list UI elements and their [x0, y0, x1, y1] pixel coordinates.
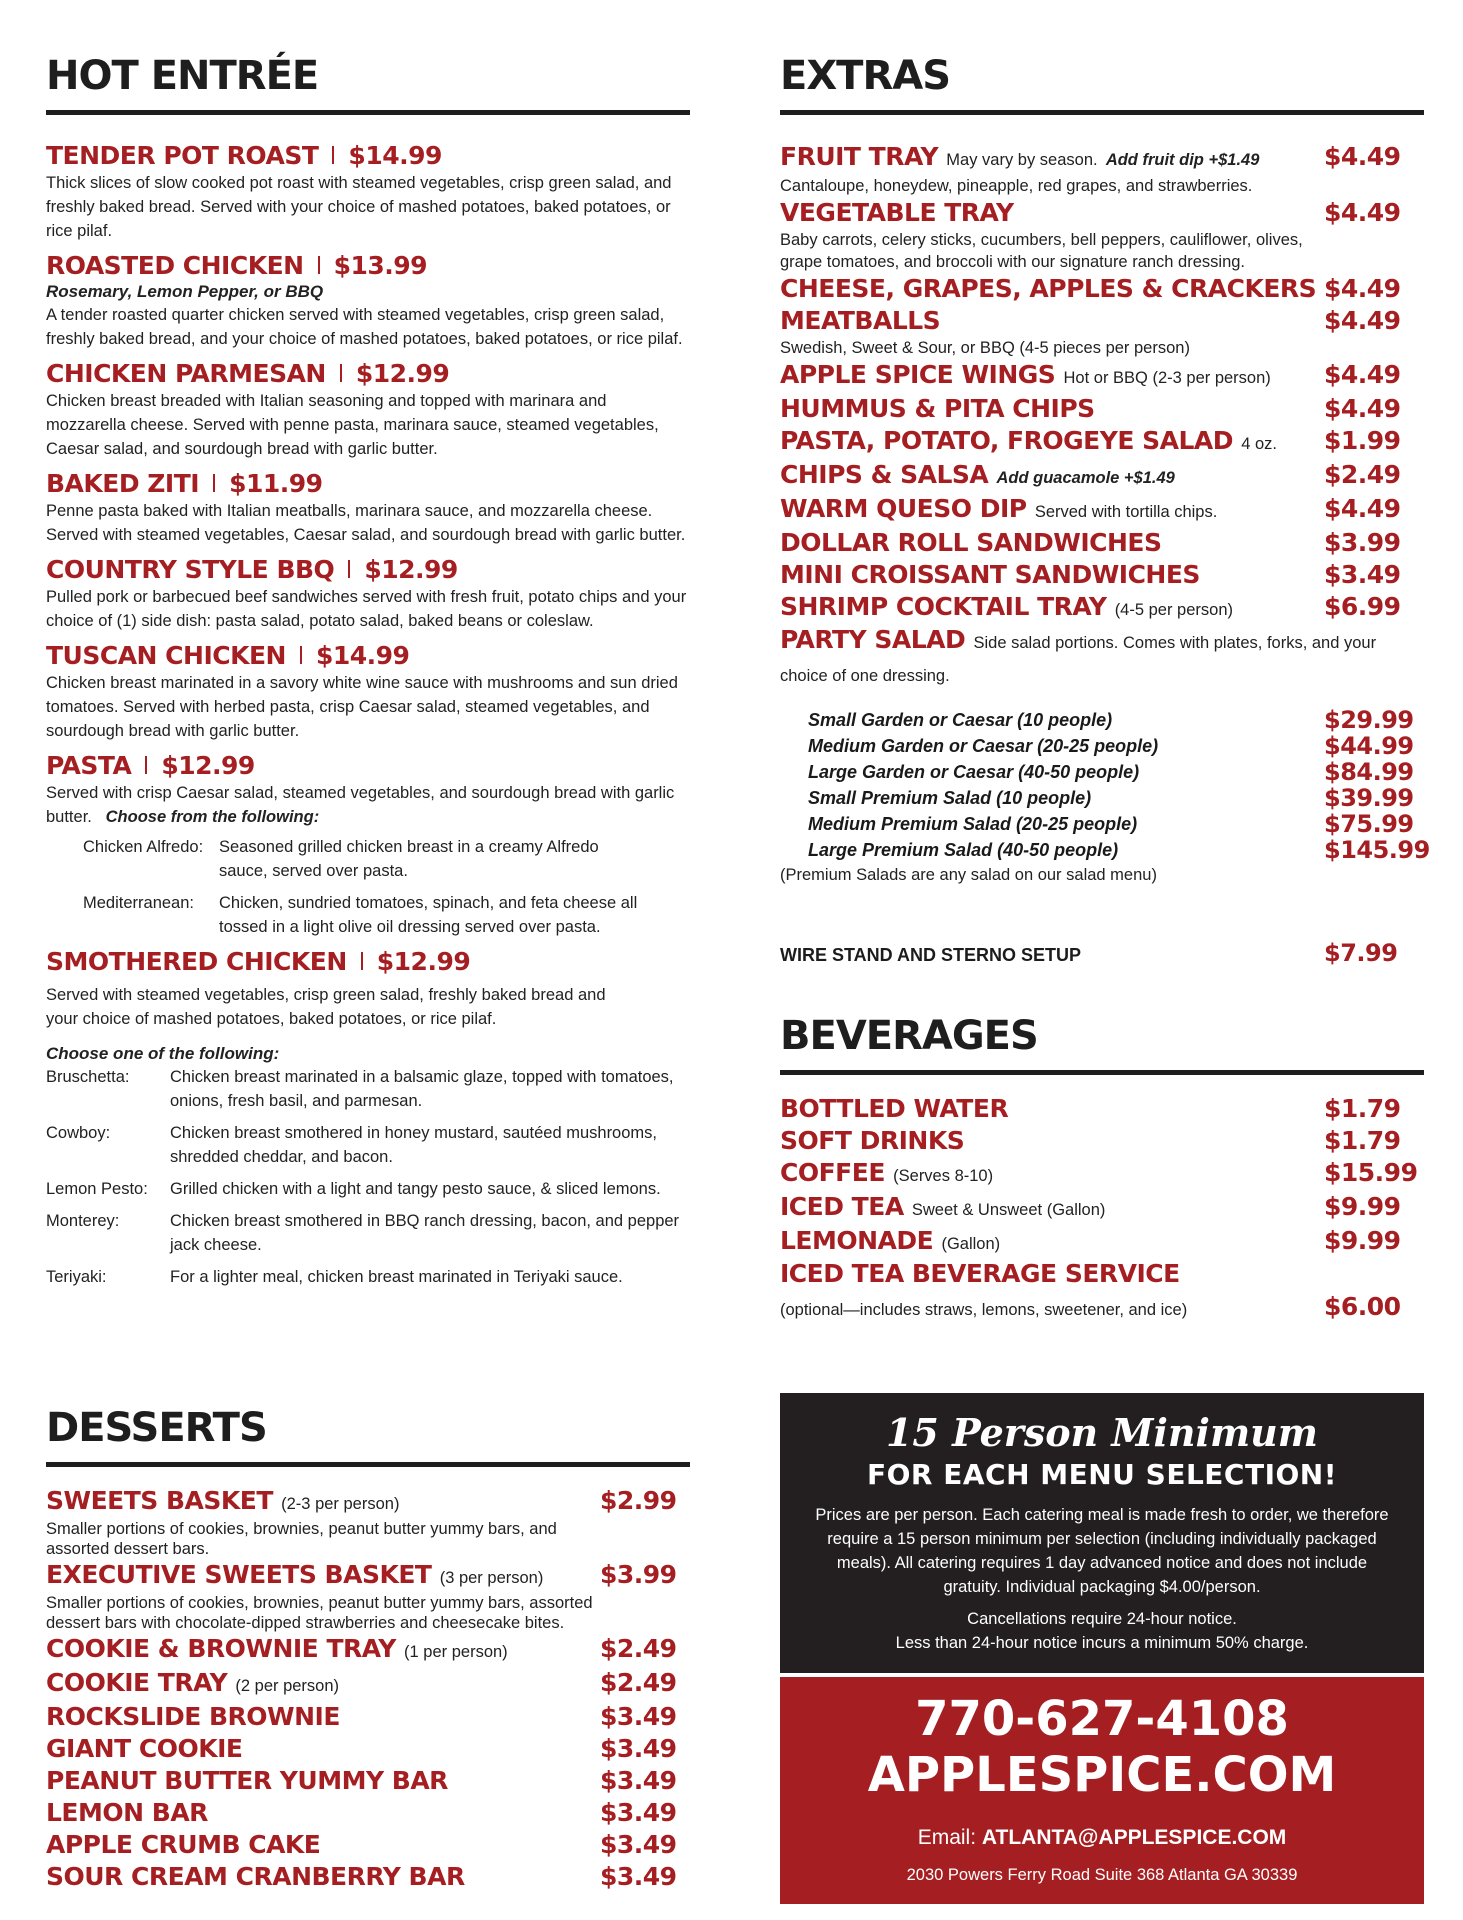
- address: 2030 Powers Ferry Road Suite 368 Atlanta GA 30339: [906, 1866, 1298, 1884]
- salad-size-row: [780, 759, 1424, 785]
- item-heading: [780, 1094, 1008, 1124]
- hot-entree-list: [46, 141, 690, 743]
- item-price: $6.00: [1324, 1292, 1401, 1321]
- item-desc: Swedish, Sweet & Sour, or BBQ (4-5 pieces per person): [780, 339, 1190, 357]
- item-price: $1.79: [1324, 1094, 1401, 1123]
- choice-label: Lemon Pesto:: [46, 1180, 148, 1198]
- item-desc: Smaller portions of cookies, brownies, peanut butter yummy bars, and assorted dessert bars.: [46, 1520, 557, 1558]
- salad-size-row: [780, 811, 1424, 837]
- item-note: Side salad portions. Comes with plates, forks, and your choice of one dressing.: [780, 634, 1377, 685]
- dessert-item: [46, 1667, 690, 1701]
- item-note: (4-5 per person): [1114, 601, 1233, 619]
- item-desc: Cantaloupe, honeydew, pineapple, red grapes, and strawberries.: [780, 177, 1253, 195]
- item-heading: [780, 528, 1162, 558]
- item-price: $15.99: [1324, 1158, 1418, 1187]
- extra-item: [780, 197, 1424, 273]
- item-name: ROCKSLIDE BROWNIE: [46, 1702, 340, 1731]
- item-price: $12.99: [161, 751, 255, 780]
- separator: [300, 646, 302, 664]
- item-heading: [780, 426, 1277, 459]
- right-column: [780, 48, 1430, 1321]
- item-name: ROASTED CHICKEN: [46, 251, 304, 280]
- item-desc: Smaller portions of cookies, brownies, peanut butter yummy bars, assorted dessert bars with chocolate-dipped strawberries and cheesecake bites.: [46, 1594, 593, 1632]
- item-price: $3.49: [1324, 560, 1401, 589]
- item-name: COFFEE: [780, 1158, 885, 1187]
- salad-size-price: $145.99: [1324, 836, 1430, 864]
- item-heading: [780, 592, 1233, 625]
- item-name: BOTTLED WATER: [780, 1094, 1009, 1123]
- extra-item: [780, 493, 1424, 527]
- item-name: PARTY SALAD: [780, 625, 966, 654]
- entree-item: [46, 141, 690, 243]
- dessert-item: [46, 1559, 690, 1633]
- salad-size-name: Small Premium Salad (10 people): [808, 788, 1092, 808]
- item-name: TENDER POT ROAST: [46, 141, 319, 170]
- item-heading: [780, 460, 1175, 493]
- entree-item: [46, 469, 690, 547]
- extra-item: [780, 141, 1424, 197]
- extra-row: [780, 559, 1424, 591]
- item-name: COOKIE TRAY: [46, 1668, 228, 1697]
- choice-text: Seasoned grilled chicken breast in a creamy Alfredo sauce, served over pasta.: [219, 838, 599, 880]
- item-addon: Add guacamole +$1.49: [996, 469, 1175, 487]
- beverages-section: [780, 1008, 1424, 1323]
- extra-item: [780, 527, 1424, 559]
- item-price: $4.49: [1324, 274, 1401, 303]
- dessert-row: [46, 1633, 690, 1667]
- dessert-row: [46, 1765, 690, 1797]
- dessert-item: [46, 1765, 690, 1797]
- item-price: $4.49: [1324, 360, 1401, 389]
- item-heading: [780, 1126, 964, 1156]
- email-label: Email:: [917, 1826, 977, 1849]
- item-name: VEGETABLE TRAY: [780, 198, 1014, 227]
- salad-size-name: Medium Premium Salad (20-25 people): [808, 814, 1138, 834]
- cancel-policy: Cancellations require 24-hour notice.: [967, 1610, 1237, 1628]
- item-name: APPLE CRUMB CAKE: [46, 1830, 321, 1859]
- extra-row: [780, 425, 1424, 459]
- item-desc: Chicken breast breaded with Italian seasoning and topped with marinara and mozzarella cheese. Served with penne pasta, marinara sauce, steamed vegetables, Caesar salad, and sourdough bread with garlic butter.: [46, 392, 659, 458]
- smothered-chicken-item: [46, 947, 690, 1289]
- extra-row: [780, 393, 1424, 425]
- item-price: $1.99: [1324, 426, 1401, 455]
- item-name: CHEESE, GRAPES, APPLES & CRACKERS: [780, 274, 1317, 303]
- extra-row: [780, 359, 1424, 393]
- cancel-charge: Less than 24-hour notice incurs a minimum 50% charge.: [895, 1634, 1309, 1652]
- entree-item: [46, 641, 690, 743]
- smothered-options: [46, 1065, 690, 1289]
- item-desc: Baby carrots, celery sticks, cucumbers, bell peppers, cauliflower, olives, grape tomatoes, and broccoli with our signature ranch dressing.: [780, 231, 1303, 271]
- choice-row: [46, 1265, 690, 1289]
- item-heading: [780, 494, 1217, 527]
- item-heading: [46, 555, 690, 585]
- extra-row: [780, 591, 1424, 625]
- item-note: Hot or BBQ (2-3 per person): [1063, 369, 1271, 387]
- item-price: $4.49: [1324, 142, 1401, 171]
- item-note: 4 oz.: [1241, 435, 1278, 453]
- minimum-notice-box: [780, 1393, 1424, 1673]
- item-name: PASTA: [46, 751, 132, 780]
- item-note: (2-3 per person): [281, 1495, 400, 1513]
- item-price: $7.99: [1324, 939, 1398, 967]
- item-note: (2 per person): [235, 1677, 340, 1695]
- item-price: $14.99: [315, 641, 410, 670]
- item-name: WIRE STAND AND STERNO SETUP: [780, 945, 1082, 965]
- item-name: SWEETS BASKET: [46, 1486, 273, 1515]
- item-addon: Add fruit dip +$1.49: [1105, 151, 1260, 169]
- choice-row: [46, 1065, 690, 1113]
- section-rule: [780, 1070, 1424, 1075]
- dessert-row: [46, 1559, 690, 1593]
- extra-row: [780, 527, 1424, 559]
- salad-size-row: [780, 785, 1424, 811]
- item-options: Rosemary, Lemon Pepper, or BBQ: [46, 282, 324, 301]
- extra-item: [780, 305, 1424, 359]
- item-name: SMOTHERED CHICKEN: [46, 947, 347, 976]
- item-price: $14.99: [348, 141, 442, 170]
- item-desc: Pulled pork or barbecued beef sandwiches served with fresh fruit, potato chips and your choice of (1) side dish: pasta salad, potato salad, baked beans or coleslaw.: [46, 588, 687, 630]
- dessert-item: [46, 1485, 690, 1559]
- item-note: (1 per person): [404, 1643, 508, 1661]
- beverage-row: [780, 1191, 1424, 1225]
- dessert-item: [46, 1701, 690, 1733]
- item-heading: [46, 359, 690, 389]
- item-desc: A tender roasted quarter chicken served with steamed vegetables, crisp green salad, freshly baked bread, and your choice of mashed potatoes, baked potatoes, or rice pilaf.: [46, 306, 683, 348]
- item-heading: [46, 1830, 320, 1860]
- item-price: $12.99: [364, 555, 458, 584]
- choice-row: [46, 1177, 690, 1201]
- choice-text: Chicken breast marinated in a balsamic glaze, topped with tomatoes, onions, fresh basil, and parmesan.: [170, 1068, 674, 1110]
- salad-size-row: [780, 836, 1430, 864]
- separator: [318, 256, 320, 274]
- item-heading: [46, 251, 690, 281]
- separator: [348, 560, 350, 578]
- choice-text: Chicken, sundried tomatoes, spinach, and feta cheese all tossed in a light olive oil dressing served over pasta.: [219, 894, 638, 936]
- item-name: EXECUTIVE SWEETS BASKET: [46, 1560, 432, 1589]
- choose-label: Choose one of the following:: [46, 1044, 280, 1063]
- item-name: HUMMUS & PITA CHIPS: [780, 394, 1095, 423]
- item-note: (Serves 8-10): [893, 1167, 994, 1185]
- extra-item: [780, 393, 1424, 425]
- item-name: APPLE SPICE WINGS: [780, 360, 1056, 389]
- beverage-service-name: ICED TEA BEVERAGE SERVICE: [780, 1259, 1180, 1288]
- item-name: TUSCAN CHICKEN: [46, 641, 286, 670]
- dessert-item: [46, 1829, 690, 1861]
- salad-size-row: [780, 733, 1424, 759]
- separator: [340, 364, 342, 382]
- desserts-section: [46, 1400, 690, 1893]
- choice-row: [46, 1209, 690, 1257]
- choice-label: Mediterranean:: [83, 894, 194, 912]
- minimum-subheading: FOR EACH MENU SELECTION!: [866, 1458, 1337, 1491]
- item-heading: [46, 1798, 208, 1828]
- item-note: Served with tortilla chips.: [1034, 503, 1218, 521]
- item-heading: [780, 1226, 1000, 1259]
- item-price: $12.99: [355, 359, 450, 388]
- choice-text: For a lighter meal, chicken breast marinated in Teriyaki sauce.: [170, 1268, 623, 1286]
- extra-item: [780, 359, 1424, 393]
- item-heading: [46, 1734, 242, 1764]
- item-name: SOFT DRINKS: [780, 1126, 965, 1155]
- item-price: $2.49: [600, 1634, 677, 1663]
- item-heading: [780, 360, 1271, 393]
- item-desc: Served with crisp Caesar salad, steamed vegetables, and sourdough bread with garlic butter.: [46, 784, 675, 826]
- choice-label: Bruschetta:: [46, 1068, 130, 1086]
- dessert-row: [46, 1829, 690, 1861]
- item-name: COUNTRY STYLE BBQ: [46, 555, 335, 584]
- extra-row: [780, 459, 1424, 493]
- item-heading: [780, 1158, 993, 1191]
- dessert-row: [46, 1733, 690, 1765]
- desserts-title: DESSERTS: [46, 1405, 267, 1451]
- phone-number[interactable]: 770-627-4108: [915, 1691, 1289, 1747]
- item-price: $6.99: [1324, 592, 1401, 621]
- extra-row: [780, 305, 1424, 337]
- item-note: May vary by season.: [946, 151, 1098, 169]
- section-rule: [780, 110, 1424, 115]
- item-name: SHRIMP COCKTAIL TRAY: [780, 592, 1107, 621]
- item-desc: Chicken breast marinated in a savory white wine sauce with mushrooms and sun dried tomatoes. Served with herbed pasta, crisp Caesar salad, steamed vegetables, and sourdough bread with garlic butter.: [46, 674, 678, 740]
- item-name: WARM QUESO DIP: [780, 494, 1027, 523]
- choice-label: Cowboy:: [46, 1124, 111, 1142]
- choice-text: Chicken breast smothered in BBQ ranch dressing, bacon, and pepper jack cheese.: [170, 1212, 680, 1254]
- contact-box: [780, 1677, 1424, 1904]
- item-heading: [46, 141, 690, 171]
- left-column: [46, 48, 690, 1891]
- dessert-item: [46, 1797, 690, 1829]
- salad-size-name: Large Premium Salad (40-50 people): [808, 840, 1119, 860]
- extra-item: [780, 273, 1424, 305]
- dessert-row: [46, 1701, 690, 1733]
- item-price: $3.49: [600, 1766, 677, 1795]
- hot-entree-title: HOT ENTRÉE: [46, 53, 319, 99]
- item-heading: [46, 1634, 508, 1667]
- beverage-row: [780, 1157, 1424, 1191]
- item-note: Sweet & Unsweet (Gallon): [911, 1201, 1106, 1219]
- item-heading: [46, 1486, 399, 1519]
- item-name: BAKED ZITI: [46, 469, 200, 498]
- item-desc: Thick slices of slow cooked pot roast with steamed vegetables, crisp green salad, and freshly baked bread. Served with your choice of mashed potatoes, baked potatoes, or rice pilaf.: [46, 174, 672, 240]
- choice-label: Monterey:: [46, 1212, 120, 1230]
- choice-label: Teriyaki:: [46, 1268, 107, 1286]
- item-heading: [780, 142, 1259, 175]
- item-name: PEANUT BUTTER YUMMY BAR: [46, 1766, 448, 1795]
- entree-item: [46, 359, 690, 461]
- salad-footnote: (Premium Salads are any salad on our salad menu): [780, 866, 1157, 884]
- salad-size-name: Medium Garden or Caesar (20-25 people): [808, 736, 1159, 756]
- beverages-title: BEVERAGES: [780, 1013, 1038, 1059]
- item-price: $3.49: [600, 1830, 677, 1859]
- entree-item: [46, 251, 690, 351]
- dessert-item: [46, 1633, 690, 1667]
- extra-item: [780, 425, 1424, 459]
- item-heading: [46, 1766, 448, 1796]
- pasta-options: [46, 835, 690, 939]
- item-price: $12.99: [376, 947, 471, 976]
- item-price: $11.99: [229, 469, 323, 498]
- item-heading: [46, 1560, 543, 1593]
- party-salad-item: [780, 625, 1430, 887]
- beverage-service-row: [780, 1291, 1424, 1323]
- beverages-list: [780, 1093, 1424, 1259]
- beverage-row: [780, 1093, 1424, 1125]
- item-note: (Gallon): [941, 1235, 1001, 1253]
- salad-size-name: Small Garden or Caesar (10 people): [808, 710, 1113, 730]
- salad-size-row: [780, 707, 1424, 733]
- salad-size-price: $44.99: [1324, 732, 1414, 760]
- item-price: $13.99: [333, 251, 428, 280]
- desserts-list: [46, 1485, 690, 1893]
- item-price: $3.49: [600, 1702, 677, 1731]
- minimum-script-heading: 15 Person Minimum: [885, 1410, 1319, 1455]
- dessert-row: [46, 1861, 690, 1893]
- separator: [213, 474, 215, 492]
- item-heading: [780, 274, 1316, 304]
- item-name: DOLLAR ROLL SANDWICHES: [780, 528, 1162, 557]
- item-price: $2.99: [600, 1486, 677, 1515]
- separator: [361, 952, 363, 970]
- dessert-row: [46, 1485, 690, 1519]
- item-desc: Penne pasta baked with Italian meatballs, marinara sauce, and mozzarella cheese. Served with steamed vegetables, Caesar salad, and sourdough bread with garlic butter.: [46, 502, 686, 544]
- separator: [332, 146, 334, 164]
- item-name: SOUR CREAM CRANBERRY BAR: [46, 1862, 465, 1891]
- item-price: $4.49: [1324, 394, 1401, 423]
- item-price: $4.49: [1324, 494, 1401, 523]
- dessert-item: [46, 1861, 690, 1893]
- item-price: $3.99: [600, 1560, 677, 1589]
- item-price: $2.49: [600, 1668, 677, 1697]
- website-link[interactable]: APPLESPICE.COM: [867, 1747, 1337, 1803]
- section-rule: [46, 1462, 690, 1467]
- item-price: $4.49: [1324, 306, 1401, 335]
- beverage-row: [780, 1225, 1424, 1259]
- item-name: LEMON BAR: [46, 1798, 208, 1827]
- dessert-row: [46, 1667, 690, 1701]
- item-name: MINI CROISSANT SANDWICHES: [780, 560, 1200, 589]
- item-note: (optional—includes straws, lemons, sweetener, and ice): [780, 1301, 1188, 1319]
- extra-row: [780, 141, 1424, 175]
- item-name: FRUIT TRAY: [780, 142, 939, 171]
- item-price: $2.49: [1324, 460, 1401, 489]
- salad-size-price: $39.99: [1324, 784, 1414, 812]
- salad-size-price: $75.99: [1324, 810, 1414, 838]
- item-heading: [46, 1862, 465, 1892]
- item-price: $3.99: [1324, 528, 1401, 557]
- dessert-row: [46, 1797, 690, 1829]
- salad-size-price: $29.99: [1324, 706, 1414, 734]
- choose-label: Choose from the following:: [105, 808, 320, 826]
- item-price: $3.49: [600, 1862, 677, 1891]
- item-heading: [780, 394, 1095, 424]
- extras-list: [780, 141, 1424, 625]
- choice-text: Grilled chicken with a light and tangy pesto sauce, & sliced lemons.: [170, 1180, 661, 1198]
- extra-item: [780, 459, 1424, 493]
- minimum-body: Prices are per person. Each catering meal is made fresh to order, we therefore require a 15 person minimum per selection (including individually packaged meals). All catering requires 1 day advanced notice and does not include gratuity. Individual packaging $4.00/person.: [815, 1506, 1389, 1596]
- item-heading: [46, 1702, 340, 1732]
- dessert-item: [46, 1733, 690, 1765]
- extra-row: [780, 273, 1424, 305]
- separator: [145, 756, 147, 774]
- item-name: CHIPS & SALSA: [780, 460, 989, 489]
- email-link[interactable]: ATLANTA@APPLESPICE.COM: [981, 1826, 1287, 1849]
- item-name: GIANT COOKIE: [46, 1734, 243, 1763]
- extra-row: [780, 197, 1424, 229]
- item-price: $3.49: [600, 1798, 677, 1827]
- item-name: MEATBALLS: [780, 306, 941, 335]
- choice-label: Chicken Alfredo:: [83, 838, 204, 856]
- item-heading: [46, 469, 690, 499]
- extras-title: EXTRAS: [780, 53, 951, 99]
- item-name: PASTA, POTATO, FROGEYE SALAD: [780, 426, 1234, 455]
- choice-row: [46, 891, 690, 939]
- item-price: $1.79: [1324, 1126, 1401, 1155]
- extra-item: [780, 559, 1424, 591]
- extra-row: [780, 493, 1424, 527]
- item-name: LEMONADE: [780, 1226, 934, 1255]
- item-name: CHICKEN PARMESAN: [46, 359, 326, 388]
- extra-item: [780, 591, 1424, 625]
- item-heading: [780, 306, 940, 336]
- beverage-row: [780, 1125, 1424, 1157]
- salad-size-price: $84.99: [1324, 758, 1414, 786]
- item-price: $3.49: [600, 1734, 677, 1763]
- pasta-item: [46, 751, 690, 939]
- item-heading: [46, 1668, 339, 1701]
- wire-stand-item: [780, 937, 1424, 969]
- entree-item: [46, 555, 690, 633]
- choice-row: [46, 1121, 690, 1169]
- item-heading: [780, 1192, 1105, 1225]
- item-heading: [46, 641, 690, 671]
- item-name: ICED TEA: [780, 1192, 904, 1221]
- salad-size-name: Large Garden or Caesar (40-50 people): [808, 762, 1140, 782]
- item-heading: [780, 198, 1014, 228]
- item-note: (3 per person): [439, 1569, 544, 1587]
- choice-row: [46, 835, 690, 883]
- item-price: $9.99: [1324, 1226, 1401, 1255]
- section-rule: [46, 110, 690, 115]
- item-heading: [780, 560, 1200, 590]
- item-price: $4.49: [1324, 198, 1401, 227]
- choice-text: Chicken breast smothered in honey mustard, sautéed mushrooms, shredded cheddar, and bacon.: [170, 1124, 657, 1166]
- item-price: $9.99: [1324, 1192, 1401, 1221]
- item-desc: Served with steamed vegetables, crisp green salad, freshly baked bread and your choice of mashed potatoes, baked potatoes, or rice pilaf.: [46, 986, 606, 1028]
- item-name: COOKIE & BROWNIE TRAY: [46, 1634, 396, 1663]
- salad-sizes: [780, 706, 1430, 864]
